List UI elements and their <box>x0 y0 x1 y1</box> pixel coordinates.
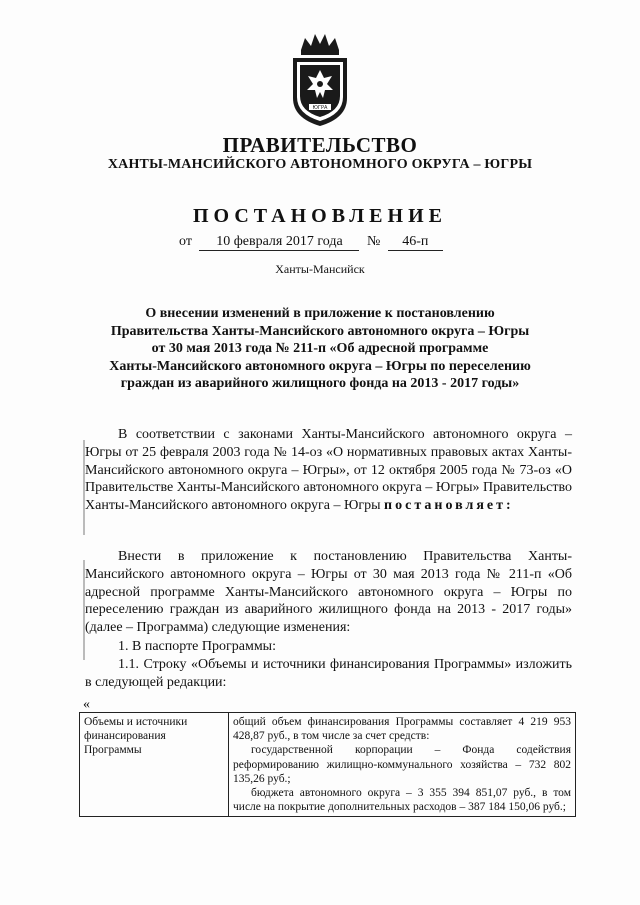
amendment-paragraph: Внести в приложение к постановлению Правительства Ханты-Мансийского автономного округа – Югры от 30 мая 2013 года № 211-п «Об адресной программе Ханты-Мансийского автономного округа – Югры по переселению граждан из аварийного жилищного фонда на 2013 - 2017 годы» (далее – Программа) следующие изменения: <box>85 549 572 636</box>
resolves-word: постановляет: <box>384 498 514 514</box>
financing-budget: бюджета автономного округа – 3 355 394 851,07 руб., в том числе на покрытие дополнительных расходов – 387 184 150,06 руб.; <box>233 787 571 814</box>
table-cell-value <box>229 713 576 817</box>
item-1: 1. В паспорте Программы: <box>118 639 276 654</box>
document-number: 46-п <box>388 234 443 251</box>
government-title: ПРАВИТЕЛЬСТВО <box>222 133 418 157</box>
program-table <box>79 712 576 817</box>
number-label: № <box>366 234 381 249</box>
preamble-paragraph <box>85 426 572 515</box>
emblem-text: ЮГРА <box>312 105 328 111</box>
table-cell-label: Объемы и источники финансирования Программы <box>80 713 229 817</box>
heading-line: Правительства Ханты-Мансийского автономного округа – Югры <box>110 323 530 339</box>
heading-line: граждан из аварийного жилищного фонда на 2013 - 2017 годы» <box>120 376 520 391</box>
heading-line: О внесении изменений в приложение к постановлению <box>145 306 495 321</box>
document-heading <box>70 305 570 393</box>
date-number-line <box>175 234 443 251</box>
document-date: 10 февраля 2017 года <box>199 234 359 251</box>
table-row <box>80 713 576 817</box>
quote-open: « <box>83 697 90 712</box>
financing-fund: государственной корпорации – Фонда содействия реформированию жилищно-коммунального хозяйства – 732 802 135,26 руб.; <box>233 744 571 785</box>
item-1-1: 1.1. Строку «Объемы и источники финансирования Программы» изложить в следующей редакции: <box>85 657 572 690</box>
financing-total: общий объем финансирования Программы составляет 4 219 953 428,87 руб., в том числе за счет средств: <box>233 716 571 743</box>
heading-line: Ханты-Мансийского автономного округа – Югры по переселению <box>109 358 531 374</box>
heading-line: от 30 мая 2013 года № 211-п «Об адресной программе <box>151 341 489 356</box>
government-subtitle: ХАНТЫ-МАНСИЙСКОГО АВТОНОМНОГО ОКРУГА – ЮГРЫ <box>107 157 533 172</box>
from-label: от <box>179 234 192 249</box>
city-name: Ханты-Мансийск <box>275 262 365 276</box>
document-type: ПОСТАНОВЛЕНИЕ <box>193 205 447 227</box>
coat-of-arms-icon <box>287 32 353 130</box>
preamble-text: В соответствии с законами Ханты-Мансийского автономного округа – Югры от 25 февраля 2003 года № 14-оз «О нормативных правовых актах Ханты-Мансийского автономного округа – Югры», от 12 октября 2005 года № 73-оз «О Правительстве Ханты-Мансийского автономного округа – Югры» Правительство Ханты-Мансийского автономного округа – Югры <box>85 427 572 514</box>
